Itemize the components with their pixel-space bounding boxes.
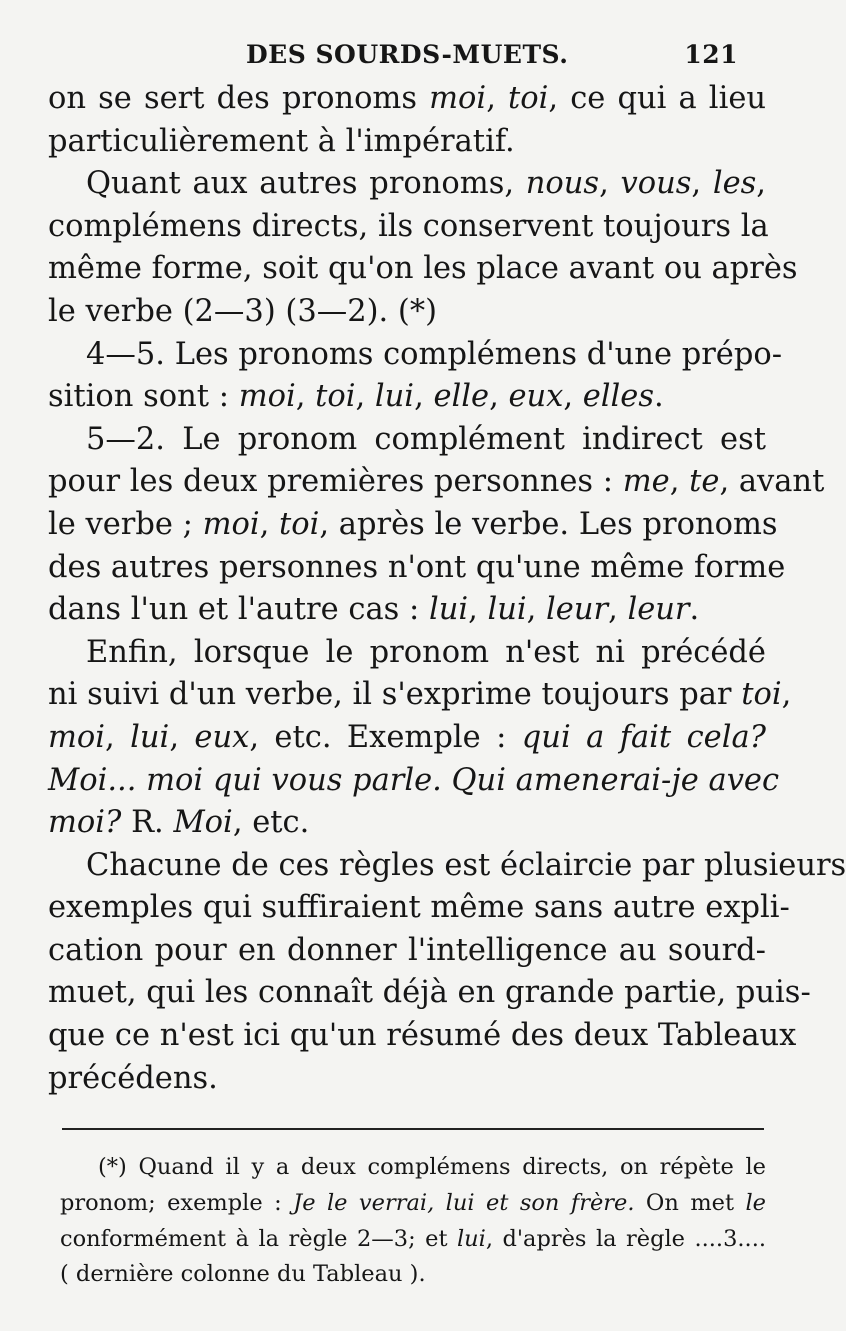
text-run: on se sert des pronoms [48, 81, 430, 116]
text-run: dans l'un et l'autre cas : [48, 592, 429, 628]
text-line [48, 632, 766, 675]
text-run: (*) Quand il y a deux complémens directs, on répète le [98, 1154, 766, 1180]
page-number: 121 [684, 40, 738, 69]
text-run: particulièrement à l'impératif. [48, 123, 515, 159]
text-run: , [756, 166, 766, 202]
italic-text: nous [525, 166, 600, 202]
footnote-divider [62, 1128, 764, 1130]
italic-text: lui [456, 1225, 486, 1252]
text-run: , [259, 506, 280, 542]
text-run: 5—2. Le pronom complément indirect est [86, 421, 766, 457]
text-run: , [669, 464, 690, 500]
text-run: , avant [719, 464, 825, 500]
text-run: , [608, 592, 628, 628]
text-line [48, 547, 786, 590]
text-run: , après le verbe. Les pronoms [319, 506, 778, 542]
italic-text: moi [202, 506, 260, 542]
text-line [48, 674, 792, 717]
text-run: . [654, 379, 664, 415]
text-run: Enfin, lorsque le pronom n'est ni précédé [86, 634, 766, 670]
italic-text: leur [627, 592, 690, 628]
text-run: sition sont : [48, 379, 239, 415]
text-run: 4—5. Les pronoms complémens d'une prépo- [86, 336, 783, 372]
text-run: , [563, 379, 583, 415]
italic-text: toi [279, 506, 320, 542]
text-run: pronom; exemple : [60, 1189, 294, 1216]
text-run: On met [634, 1189, 746, 1216]
body-text [48, 78, 846, 1100]
text-run: même forme, soit qu'on les place avant ou après [48, 251, 798, 287]
italic-text: Moi [173, 805, 233, 841]
text-run: , [169, 719, 195, 755]
text-line [48, 802, 766, 845]
text-run: , [486, 81, 509, 116]
italic-text: moi? [48, 805, 122, 841]
text-run: , [489, 379, 509, 415]
italic-text: le [745, 1189, 766, 1216]
text-line [48, 248, 798, 291]
italic-text: toi [741, 677, 782, 713]
italic-text: lui [428, 592, 469, 628]
text-line [48, 163, 766, 206]
italic-text: les [712, 166, 757, 202]
italic-text: moi [238, 379, 296, 415]
text-run: , d'après la règle ....3.... [485, 1225, 766, 1252]
text-line [48, 589, 766, 632]
text-run: précédens. [48, 1060, 218, 1096]
text-run: , [691, 166, 713, 202]
running-header [50, 34, 738, 74]
italic-text: vous [620, 166, 692, 202]
footnote-line [60, 1150, 766, 1186]
running-title: DES SOURDS-MUETS. [246, 40, 569, 69]
italic-text: lui [374, 379, 415, 415]
italic-text: moi [429, 81, 487, 116]
text-line [48, 291, 766, 334]
text-run: , etc. [232, 805, 310, 841]
text-run: . [689, 592, 700, 628]
text-run: exemples qui suffiraient même sans autre expli- [48, 890, 790, 926]
text-run: , [105, 719, 131, 755]
italic-text: elle [433, 379, 490, 415]
text-run: le verbe (2—3) (3—2). (*) [48, 293, 437, 329]
italic-text: eux [508, 379, 564, 415]
text-run: Quant aux autres pronoms, [86, 166, 526, 202]
italic-text: lui [487, 592, 527, 628]
text-line [48, 419, 766, 462]
text-line [48, 930, 766, 973]
text-line [48, 461, 825, 504]
text-run: le verbe ; [48, 506, 203, 542]
text-line [48, 717, 766, 760]
text-line [48, 376, 766, 419]
text-run: Chacune de ces règles est éclaircie par plusieurs [86, 847, 846, 883]
text-run: pour les deux premières personnes : [48, 464, 623, 500]
text-line [48, 78, 766, 121]
text-run: , [355, 379, 375, 415]
italic-text: Moi... moi qui vous parle. Qui amenerai-je avec [48, 762, 780, 798]
footnote-line [60, 1222, 766, 1258]
text-run: R. [121, 805, 174, 841]
text-line [48, 760, 780, 803]
text-run: que ce n'est ici qu'un résumé des deux Tableaux [48, 1018, 797, 1054]
italic-text: te [689, 464, 720, 500]
text-run: muet, qui les connaît déjà en grande partie, puis- [48, 975, 811, 1011]
text-line [48, 504, 778, 547]
text-run: , [781, 677, 792, 713]
text-run: , [295, 379, 316, 415]
text-line [48, 972, 811, 1015]
text-run: conformément à la règle 2—3; et [60, 1225, 457, 1252]
italic-text: moi [48, 719, 106, 755]
text-run: , ce qui a lieu [548, 81, 767, 116]
italic-text: toi [315, 379, 356, 415]
text-line [48, 206, 769, 249]
italic-text: me [622, 464, 670, 500]
text-run: , [599, 166, 621, 202]
text-line [48, 845, 846, 888]
text-line [48, 121, 766, 164]
text-line [48, 1058, 766, 1101]
italic-text: qui a fait cela? [521, 719, 767, 755]
footnote-line [60, 1257, 766, 1293]
text-line [48, 1015, 797, 1058]
italic-text: elles [582, 379, 655, 415]
text-run: cation pour en donner l'intelligence au sourd- [48, 932, 766, 968]
italic-text: lui [130, 719, 170, 755]
text-line [48, 887, 790, 930]
italic-text: Je le verrai, lui et son frère. [293, 1189, 635, 1216]
italic-text: toi [508, 81, 549, 116]
text-run: ( dernière colonne du Tableau ). [60, 1261, 426, 1288]
text-run: , [414, 379, 434, 415]
text-run: ni suivi d'un verbe, il s'exprime toujours par [48, 677, 742, 713]
text-run: des autres personnes n'ont qu'une même forme [48, 549, 786, 585]
text-run: complémens directs, ils conservent toujours la [48, 208, 769, 244]
text-run: , [468, 592, 488, 628]
footnote-line [60, 1186, 766, 1222]
text-run: , [526, 592, 547, 628]
italic-text: leur [546, 592, 609, 628]
footnote [60, 1150, 766, 1293]
text-line [48, 334, 783, 377]
text-run: , etc. Exemple : [249, 719, 522, 755]
italic-text: eux [194, 719, 250, 755]
